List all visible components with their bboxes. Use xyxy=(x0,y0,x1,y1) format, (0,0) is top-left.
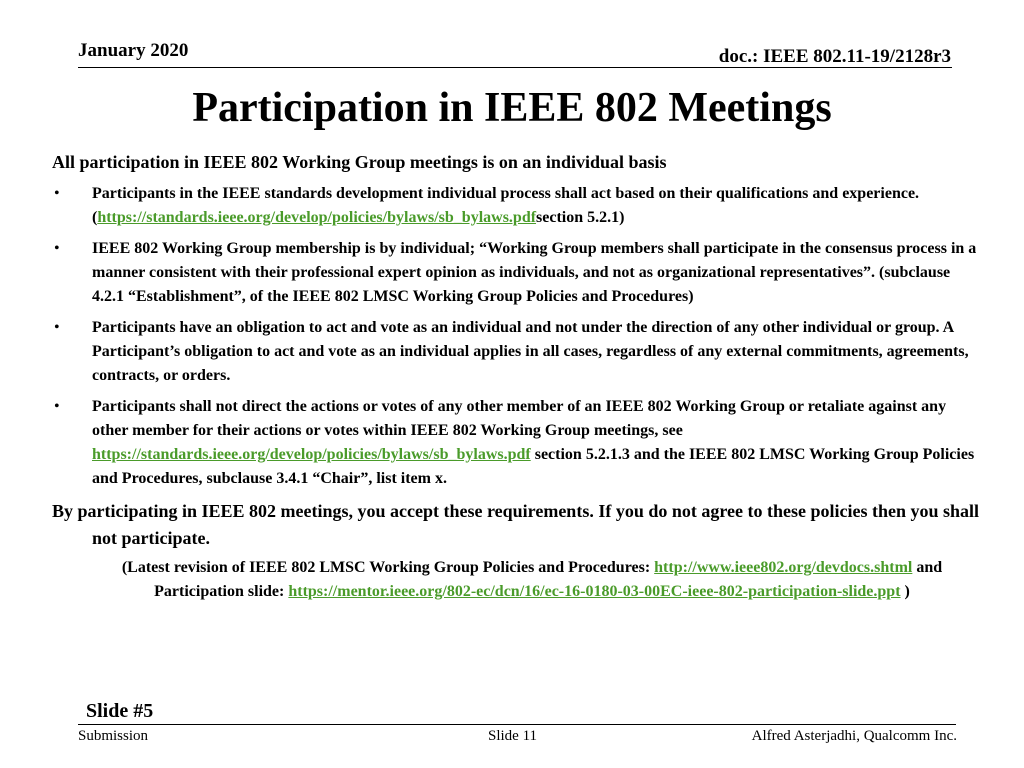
participation-slide-link[interactable]: https://mentor.ieee.org/802-ec/dcn/16/ec-16-0180-03-00EC-ieee-802-participation-slide.ppt xyxy=(288,583,901,600)
bullet-text: section 5.2.1.3 and the IEEE 802 LMSC Working Group Policies and Procedures, subclause 3.4.1 “Chair”, list item x. xyxy=(92,446,975,487)
latest-text: and Participation slide: xyxy=(154,559,943,600)
bullet-item xyxy=(52,237,982,309)
closing-statement: By participating in IEEE 802 meetings, you accept these requirements. If you do not agree to these policies then you shall not participate. xyxy=(52,501,979,548)
bullet-marker: • xyxy=(54,185,60,202)
bullet-marker: • xyxy=(54,319,60,336)
bullet-text: Participants have an obligation to act and vote as an individual and not under the direction of any other individual or group. A Participant’s obligation to act and vote as an individual applies in all cases, regardless of any external commitments, agreements, contracts, or orders. xyxy=(92,319,969,384)
bylaws-link[interactable]: https://standards.ieee.org/develop/policies/bylaws/sb_bylaws.pdf xyxy=(92,446,531,463)
latest-text: ) xyxy=(900,583,910,600)
footer-divider xyxy=(78,724,956,725)
bylaws-link[interactable]: https://standards.ieee.org/develop/policies/bylaws/sb_bylaws.pdf xyxy=(97,209,537,226)
bullet-item xyxy=(52,182,982,230)
bullet-text: IEEE 802 Working Group membership is by individual; “Working Group members shall participate in the consensus process in a manner consistent with their professional expert opinion as individuals, and not as organizational representatives”. (subclause 4.2.1 “Establishment”, of the IEEE 802 LMSC Working Group Policies and Procedures) xyxy=(92,240,977,305)
bullet-item xyxy=(52,395,982,491)
lead-statement: All participation in IEEE 802 Working Group meetings is on an individual basis xyxy=(52,152,667,172)
latest-revision-note xyxy=(52,556,982,604)
header-divider xyxy=(78,67,952,68)
slide-number-label: Slide #5 xyxy=(86,700,154,722)
header-date: January 2020 xyxy=(78,40,189,61)
bullet-list xyxy=(52,182,982,491)
bullet-text: section 5.2.1) xyxy=(536,209,625,226)
header-doc-id: doc.: IEEE 802.11-19/2128r3 xyxy=(718,46,951,67)
bullet-text: Participants shall not direct the actions or votes of any other member of an IEEE 802 Working Group or retaliate against any other member for their actions or votes within IEEE 802 Working Group meetings, see xyxy=(92,398,947,439)
slide-title: Participation in IEEE 802 Meetings xyxy=(192,85,832,131)
footer-author: Alfred Asterjadhi, Qualcomm Inc. xyxy=(751,728,957,744)
bullet-marker: • xyxy=(54,240,60,257)
slide-body xyxy=(52,150,982,604)
bullet-item xyxy=(52,316,982,388)
bullet-marker: • xyxy=(54,398,60,415)
devdocs-link[interactable]: http://www.ieee802.org/devdocs.shtml xyxy=(654,559,913,576)
footer-submission: Submission xyxy=(78,728,149,744)
bullet-text: Participants in the IEEE standards development individual process shall act based on their qualifications and experience. ( xyxy=(92,185,920,226)
latest-text: (Latest revision of IEEE 802 LMSC Working Group Policies and Procedures: xyxy=(121,559,655,576)
footer-slide-number: Slide 11 xyxy=(488,728,538,744)
